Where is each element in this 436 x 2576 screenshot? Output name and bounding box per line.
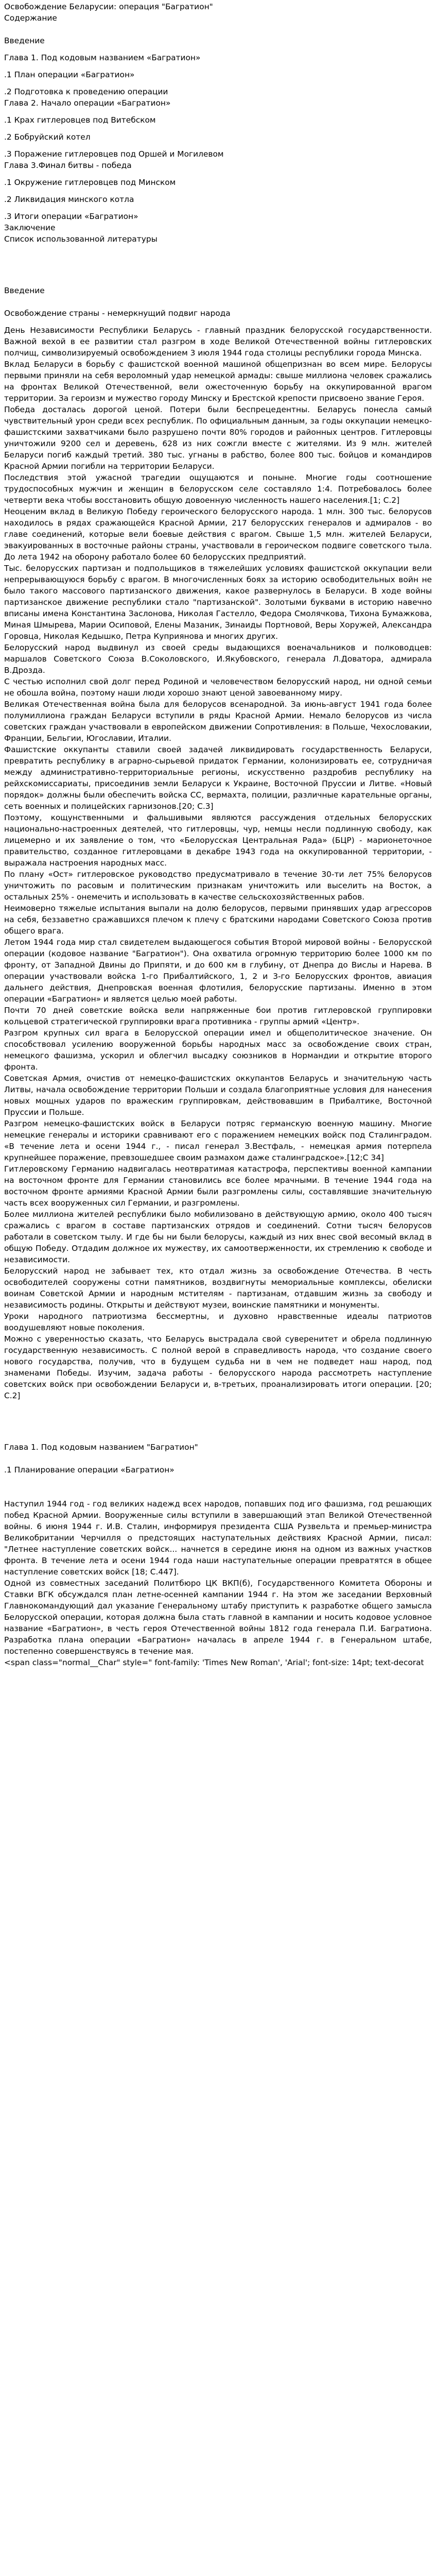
paragraph: По плану «Ост» гитлеровское руководство предусматривало в течение 30-ти лет 75% белорусов уничтожить по расовым и политическим признакам уничтожить или выселить на Восток, а остальных 25% - онемечить и использовать в качестве сельскохозяйственных рабов. bbox=[4, 870, 432, 902]
paragraph: Фашистские оккупанты ставили своей задачей ликвидировать государственность Беларуси, превратить республику в аграрно-сырьевой придаток Германии, колонизировать ее, сотрудничая между административно-территориальные регионы, искусственно раздробив республику на рейхскомиссариаты, присоединив земли Беларуси к Украине, Восточной Пруссии и Литве. «Новый порядок» должны были обеспечить войска СС, вермахта, полиции, различные карательные органы, сеть военных и полицейских гарнизонов.[20; С.3] bbox=[4, 745, 432, 811]
toc-item[interactable]: Глава 2. Начало операции «Багратион» bbox=[4, 98, 171, 108]
paragraph: Гитлеровскому Германию надвигалась неотвратимая катастрофа, перспективы военной кампании на восточном фронте для Германии становились все более мрачными. В течение 1944 года на восточном фронте армиями Красной Армии были разгромлены силы, составлявшие значительную часть всех вооруженных сил Германии, и разгромлены. bbox=[4, 1164, 432, 1208]
paragraph: Победа досталась дорогой ценой. Потери были беспрецедентны. Беларусь понесла самый чувствительный урон среди всех республик. По официальным данным, за годы оккупации немецко-фашистскими захватчиками было разрушено почти 80% городов и районных центров. Гитлеровцы уничтожили 9200 сел и деревень, 628 из них сожгли вместе с жителями. Из 9 млн. жителей Беларуси погиб каждый третий. 380 тыс. угнаны в рабство, более 800 тыс. бойцов и командиров Красной Армии погибли на территории Беларуси. bbox=[4, 405, 432, 471]
toc-item[interactable]: Заключение bbox=[4, 223, 56, 232]
paragraph: День Независимости Республики Беларусь - главный праздник белорусской государственности. Важной вехой в ее развитии стал разгром в ходе Великой Отечественной войны гитлеровских полчищ, символизируемый освобождением 3 июля 1944 года столицы республики города Минска. bbox=[4, 326, 432, 358]
toc-item[interactable]: Глава 3.Финал битвы - победа bbox=[4, 161, 132, 170]
paragraph: Великая Отечественная война была для белорусов всенародной. За июнь-август 1941 года более полумиллиона граждан Беларуси вступили в ряды Красной Армии. Немало белорусов из числа советских граждан участвовали в европейском движении Сопротивления: в Польше, Чехословакии, Франции, Бельгии, Югославии, Италии. bbox=[4, 700, 432, 743]
document-title: Освобождение Беларусии: операция "Багратион" bbox=[4, 2, 213, 11]
toc-item[interactable]: .2 Ликвидация минского котла bbox=[4, 195, 134, 204]
section-heading: .1 Планирование операции «Багратион» bbox=[4, 1465, 175, 1475]
paragraph: Поэтому, кощунственными и фальшивыми являются рассуждения отдельных белорусских национально-настроенных деятелей, что гитлеровцы, чур, немцы несли подлинную свободу, как лицемерно и их заявление о том, что «Белорусская Центральная Рада» (БЦР) - марионеточное правительство, созданное гитлеровцами в декабре 1943 года на оккупированной территории, - выражала настроения народных масс. bbox=[4, 813, 432, 868]
toc-item[interactable]: .1 Окружение гитлеровцев под Минском bbox=[4, 178, 176, 187]
paragraph: Белорусский народ выдвинул из своей среды выдающихся военачальников и полководцев: маршалов Советского Союза В.Соколовского, И.Якубовского, генерала Л.Доватора, адмирала В.Дрозда. bbox=[4, 643, 432, 675]
paragraph: Белорусский народ не забывает тех, кто отдал жизнь за освобождение Отечества. В честь освободителей сооружены сотни памятников, воздвигнуты мемориальные комплексы, обелиски воинам Советской Армии и народным мстителям - партизанам, отдавшим жизнь за свободу и независимость родины. Открыты и действуют музеи, воинские памятники и монументы. bbox=[4, 1266, 432, 1310]
paragraph: Тыс. белорусских партизан и подпольщиков в тяжелейших условиях фашистской оккупации вели непрерывающуюся борьбу с врагом. В многочисленных боях за историю освободительных войн не было такого массового партизанского движения, какое развернулось в Беларуси. В ходе войны партизанское движение республики стало "партизанской". Золотыми буквами в историю навечно вписаны имена Константина Заслонова, Николая Гастелло, Федора Смолячкова, Тихона Бумажкова, Миная Шмырева, Марии Осиповой, Елены Мазаник, Зинаиды Портновой, Веры Хоружей, Александра Горовца, Николая Кедышко, Петра Куприянова и многих других. bbox=[4, 564, 432, 641]
intro-body bbox=[4, 325, 432, 1401]
paragraph: Летом 1944 года мир стал свидетелем выдающегося события Второй мировой войны - Белорусской операции (кодовое название "Багратион"). Она охватила огромную территорию более 1000 км по фронту, от Западной Двины до Припяти, и до 600 км в глубину, от Днепра до Вислы и Нарева. В операции участвовали войска 1-го Прибалтийского, 1, 2 и 3-го Белорусских фронтов, авиация дальнего действия, Днепровская военная флотилия, белорусские партизаны. Именно в этом операции «Багратион» и является целью моей работы. bbox=[4, 938, 432, 1004]
toc-item[interactable]: .3 Итоги операции «Багратион» bbox=[4, 212, 138, 221]
paragraph: Разгром крупных сил врага в Белорусской операции имел и общеполитическое значение. Он способствовал усилению вооруженной борьбы народных масс за освобождение своих стран, немецкого фашизма, ускорил и облегчил высадку союзников в Нормандии и открытие второго фронта. bbox=[4, 1028, 432, 1072]
paragraph: Вклад Беларуси в борьбу с фашистской военной машиной общепризнан во всем мире. Белорусы первыми приняли на себя вероломный удар немецкой армады: свыше миллиона человек сражались на фронтах Великой Отечественной, вели ожесточенную борьбу на оккупированной врагом территории. За героизм и мужество городу Минску и Брестской крепости присвоено звание Героя. bbox=[4, 360, 432, 403]
chapter-heading: Глава 1. Под кодовым названием "Багратион" bbox=[4, 1443, 198, 1452]
contents-label: Содержание bbox=[4, 13, 57, 23]
toc-item[interactable]: Список использованной литературы bbox=[4, 234, 158, 244]
intro-subheading: Освобождение страны - немеркнущий подвиг народа bbox=[4, 309, 231, 318]
paragraph: Уроки народного патриотизма бессмертны, и духовно нравственные идеалы патриотов воодушевляют новые поколения. bbox=[4, 1312, 432, 1332]
toc-item[interactable]: .1 План операции «Багратион» bbox=[4, 70, 135, 79]
intro-heading: Введение bbox=[4, 286, 45, 295]
paragraph: Наступил 1944 год - год великих надежд всех народов, попавших под иго фашизма, год решающих побед Красной Армии. Вооруженные силы вступили в завершающий этап Великой Отечественной войны. 6 июня 1944 г. И.В. Сталин, информируя президента США Рузвельта и премьер-министра Великобритании Черчилля о предстоящих наступательных действиях Красной Армии, писал: "Летнее наступление советских войск... начнется в середине июня на одном из важных участков фронта. В течение лета и осени 1944 года наши наступательные операции превратятся в общее наступление советских войск [18; С.447]. bbox=[4, 1499, 432, 1577]
toc-item[interactable]: Введение bbox=[4, 36, 45, 45]
toc-item[interactable]: .2 Подготовка к проведению операции bbox=[4, 87, 168, 96]
toc-item[interactable]: Глава 1. Под кодовым названием «Багратион» bbox=[4, 53, 201, 62]
paragraph: Советская Армия, очистив от немецко-фашистских оккупантов Беларусь и значительную часть Литвы, начала освобождение территории Польши и создала благоприятные условия для нанесения новых мощных ударов по вражеским группировкам, действовавшим в Прибалтике, Восточной Пруссии и Польше. bbox=[4, 1074, 432, 1117]
table-of-contents bbox=[4, 35, 432, 245]
paragraph: С честью исполнил свой долг перед Родиной и человечеством белорусский народ, ни одной семьи не обошла война, поэтому наши люди хорошо знают ценой завоеванному миру. bbox=[4, 677, 432, 698]
chapter1-body bbox=[4, 1498, 432, 1668]
toc-item[interactable]: .3 Поражение гитлеровцев под Оршей и Могилевом bbox=[4, 149, 224, 159]
paragraph: Последствия этой ужасной трагедии ощущаются и поныне. Многие годы соотношение трудоспособных мужчин и женщин в белорусском селе составляло 1:4. Потребовалось более четверти века чтобы восстановить общую довоенную численность нашего населения.[1; С.2] bbox=[4, 473, 432, 505]
paragraph: Можно с уверенностью сказать, что Беларусь выстрадала свой суверенитет и обрела подлинную государственную независимость. С полной верой в справедливость народа, что создание своего нового государства, получив, что в будущем судьба ни в чем не подведет наш народ, под знаменами Победы. Изучим, задача работы - белорусского народа рассмотреть наступление советских войск при освобождении Беларуси и, в-третьих, проанализировать итоги операции. [20; С.2] bbox=[4, 1334, 432, 1400]
raw-markup-fragment: <span class="normal__Char" style=" font-family: 'Times New Roman', 'Arial'; font-size: 14pt; text-decorat bbox=[4, 1658, 424, 1667]
paragraph: Более миллиона жителей республики было мобилизовано в действующую армию, около 400 тысяч сражались с врагом в составе партизанских отрядов и соединений. Сотни тысяч белорусов работали в советском тылу. И где бы ни были белорусы, каждый из них внес свой весомый вклад в общую Победу. Отдадим должное их мужеству, их самоотверженности, их стремлению к свободе и независимости. bbox=[4, 1210, 432, 1264]
toc-item[interactable]: .1 Крах гитлеровцев под Витебском bbox=[4, 115, 156, 125]
paragraph: Разгром немецко-фашистских войск в Беларуси потряс германскую военную машину. Многие немецкие генералы и историки сравнивают его с поражением немецких войск под Сталинградом. «В течение лета и осени 1944 г., - писал генерал З.Вестфаль, - немецкая армия потерпела крупнейшее поражение, превзошедшее своим размахом даже сталинградское».[12;С 34] bbox=[4, 1119, 432, 1162]
toc-item[interactable]: .2 Бобруйский котел bbox=[4, 132, 91, 142]
paragraph: Почти 70 дней советские войска вели напряженные бои против гитлеровской группировки кольцевой стратегической группировки врага противника - группы армий «Центр». bbox=[4, 1006, 432, 1026]
paragraph: Одной из совместных заседаний Политбюро ЦК ВКП(б), Государственного Комитета Обороны и Ставки ВГК обсуждался план летне-осенней кампании 1944 г. На этом же заседании Верховный Главнокомандующий дал указание Генеральному штабу приступить к разработке общего замысла Белорусской операции, которая должна была стать главной в кампании и носить кодовое условное название «Багратион», в честь героя Отечественной войны 1812 года генерала П.И. Багратиона. Разработка плана операции «Багратион» началась в апреле 1944 г. в Генеральном штабе, постепенно совершенствуясь в течение мая. bbox=[4, 1579, 432, 1656]
paragraph: Неимоверно тяжелые испытания выпали на долю белорусов, первыми принявших удар агрессоров на себя, беззаветно сражавшихся плечом к плечу с братскими народами Советского Союза против общего врага. bbox=[4, 904, 432, 936]
paragraph: Неоценим вклад в Великую Победу героического белорусского народа. 1 млн. 300 тыс. белорусов находилось в рядах сражающейся Красной Армии, 217 белорусских генералов и адмиралов - во главе соединений, которые вели боевые действия с врагом. Свыше 1,5 млн. жителей Беларуси, эвакуированных в восточные районы страны, участвовали в героическом подвиге советского тыла. До лета 1942 на оборону работало более 60 белорусских предприятий. bbox=[4, 507, 432, 562]
